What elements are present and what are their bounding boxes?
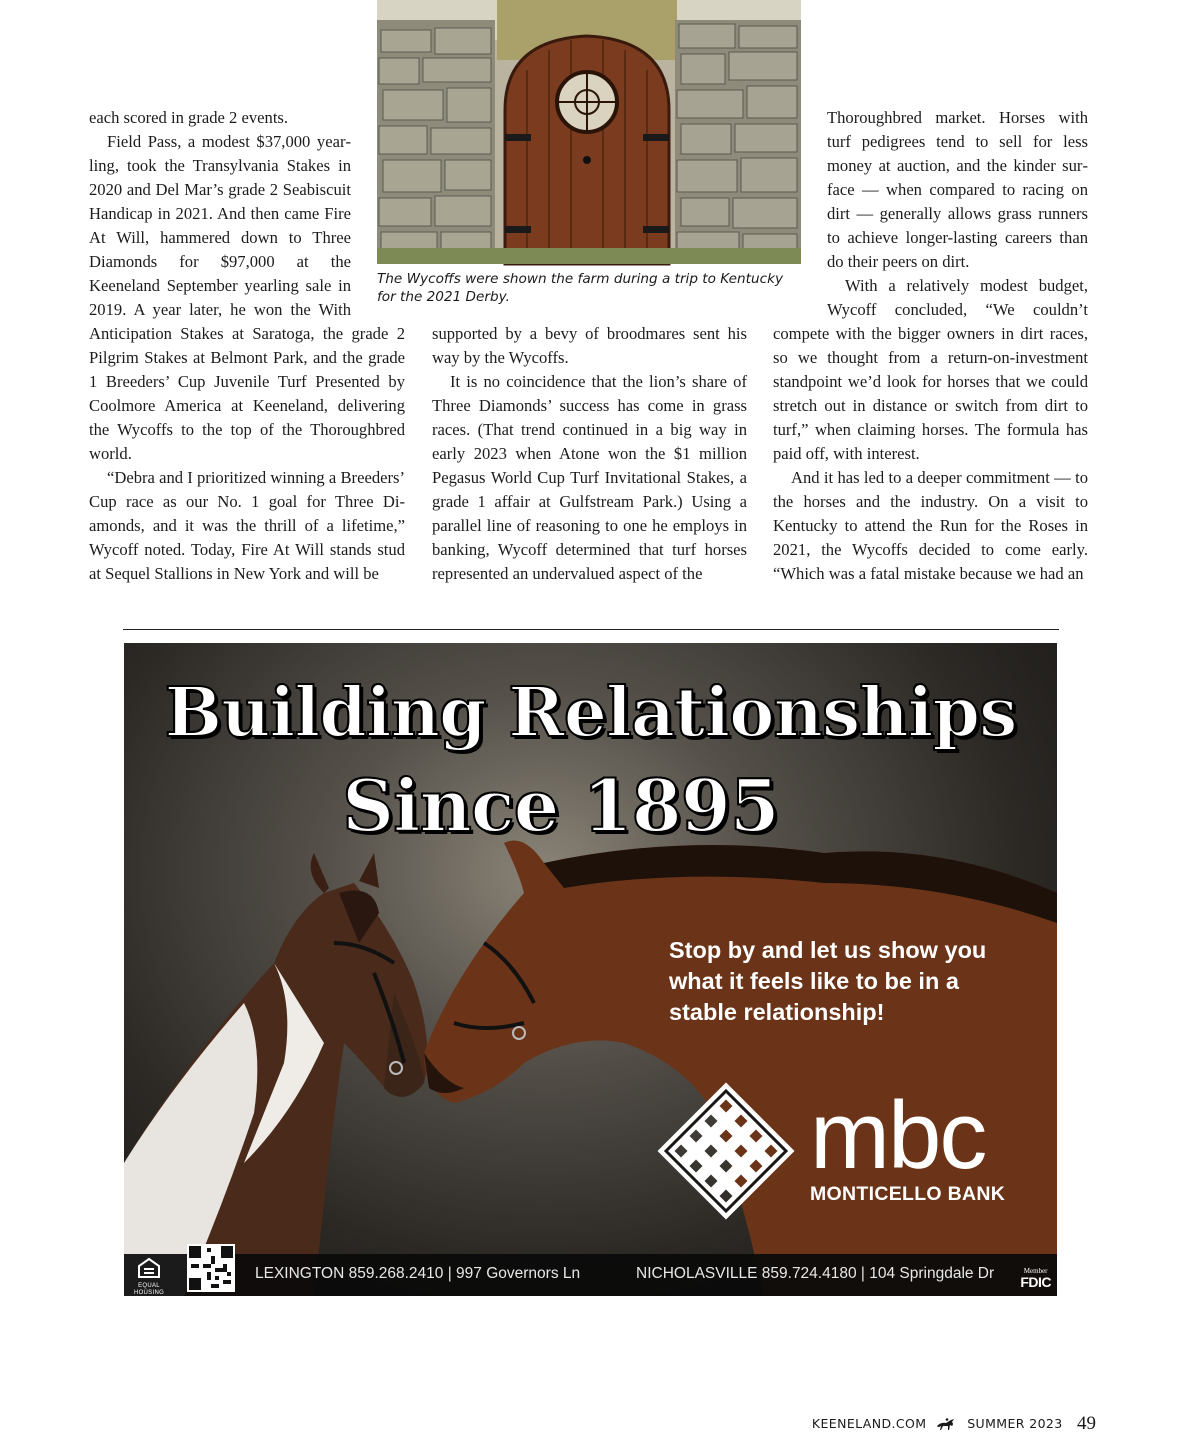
ad-brand-short: mbc	[810, 1082, 986, 1189]
horse-rider-icon	[935, 1417, 957, 1434]
paragraph: And it has led to a deeper commitment — to the horses and the industry. On a visit to Kentucky to attend the Run for the Roses in 2021, the Wycoffs decided to come early. “Which was a fatal mistake because we had an	[773, 468, 1088, 583]
article-column-1	[89, 106, 405, 130]
page-footer	[812, 1413, 1096, 1435]
paragraph: Thoroughbred market. Horses with turf pedigrees tend to sell for less money at auction, and the kinder surface — when compared to racing on dirt — generally allows grass runners to achieve longer-lasting careers than do their peers on dirt.	[827, 108, 1088, 271]
column-1-upper	[89, 106, 351, 130]
paragraph: each scored in grade 2 events.	[89, 108, 289, 127]
ad-tagline: Stop by and let us show you what it feels like to be in a stable relationship!	[669, 937, 987, 1025]
ad-headline-line-1: Building Relationships	[164, 673, 1017, 753]
paragraph: “Debra and I prioritized winning a Breeders’ Cup race as our No. 1 goal for Three Diamonds, and it was the thrill of a lifetime,” Wycoff noted. Today, Fire At Will stands stud at Sequel Stallions in New York and will be	[89, 468, 405, 583]
ad-divider	[123, 629, 1059, 630]
photo-caption: The Wycoffs were shown the farm during a trip to Kentucky for the 2021 Derby.	[377, 271, 784, 305]
paragraph: It is no coincidence that the lion’s share of Three Diamonds’ success has come in grass races. (That trend continued in a big way in early 2023 when Atone won the $1 million Pegasus World Cup Turf Invitational Stakes, a grade 1 affair at Gulfstream Park.) Using a parallel line of reasoning to one he employs in banking, Wycoff determined that turf horses represented an undervalued aspect of the	[432, 372, 747, 583]
equal-housing-lender-icon	[132, 1258, 166, 1304]
ad-contact-bar	[124, 1254, 1057, 1303]
ad-brand-full: MONTICELLO BANK	[810, 1183, 1006, 1205]
equal-housing-label: EQUAL HOUSING LENDER	[133, 1283, 165, 1303]
paragraph: With a relatively modest budget, Wycoff concluded, “We couldn’t compete with the bigger owners in dirt races, so we thought from a return-on-investment standpoint we’d look for horses that we could stretch out in distance or switch from dirt to turf,” when claiming horses. The formula has paid off, with interest.	[773, 276, 1088, 463]
qr-code-icon[interactable]	[187, 1244, 235, 1292]
lexington-branch-info: LEXINGTON 859.268.2410 | 997 Governors Ln	[255, 1265, 581, 1282]
article-column-1-body	[89, 130, 405, 586]
footer-issue: SUMMER 2023	[967, 1416, 1063, 1431]
paragraph: Field Pass, a modest $37,000 yearling, took the Transylvania Stakes in 2020 and Del Mar’s grade 2 Seabiscuit Handicap in 2021. And then came Fire At Will, hammered down to Three Diamonds for $97,000 at the Keeneland September yearling sale in 2019. A year later, he won the With Anticipation Stakes at Saratoga, the grade 2 Pilgrim Stakes at Belmont Park, and the grade 1 Breeders’ Cup Juvenile Turf Presented by Coolmore America at Keeneland, delivering the Wycoffs to the top of the Thoroughbred world.	[89, 132, 405, 463]
footer-site: KEENELAND.COM	[811, 1416, 927, 1431]
nicholasville-branch-info: NICHOLASVILLE 859.724.4180 | 104 Springdale Dr	[636, 1265, 995, 1282]
paragraph: supported by a bevy of broodmares sent his way by the Wycoffs.	[432, 324, 747, 367]
ad-headline-line-2: Since 1895	[342, 763, 779, 848]
fdic-member-label: Member	[1023, 1267, 1048, 1275]
column-3-upper	[827, 106, 1088, 274]
article-column-3	[773, 106, 1088, 586]
fdic-badge	[1020, 1268, 1051, 1289]
page-number: 49	[1077, 1413, 1096, 1434]
gate-illustration	[377, 0, 801, 264]
article-column-2	[432, 322, 747, 586]
article-photo-garden-gate	[377, 0, 801, 264]
fdic-label: FDIC	[1020, 1274, 1051, 1290]
monticello-bank-knot-logo-icon	[646, 1071, 806, 1231]
bank-advertisement[interactable]	[124, 643, 1057, 1303]
column-3-lower	[773, 274, 1088, 586]
